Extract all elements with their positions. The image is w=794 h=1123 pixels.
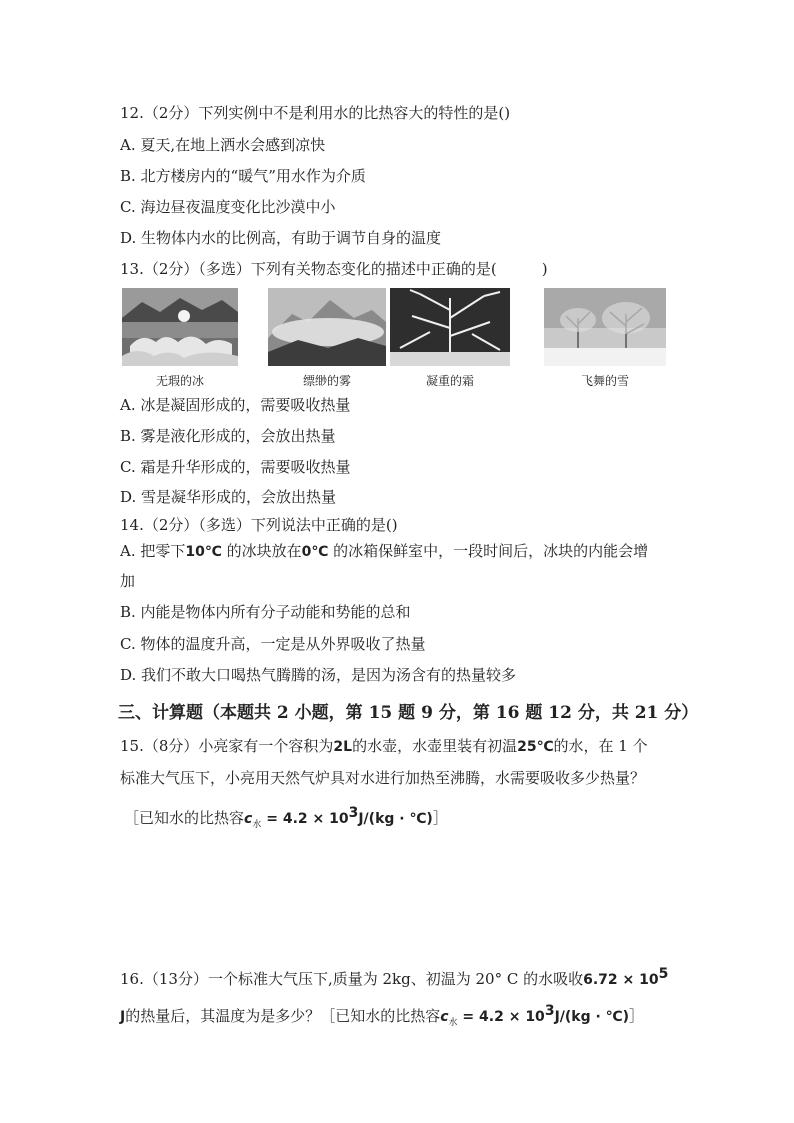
- q12-option-c: C. 海边昼夜温度变化比沙漠中小: [120, 198, 336, 216]
- q13-option-c: C. 霜是升华形成的，需要吸收热量: [120, 458, 351, 476]
- q14-option-b: B. 内能是物体内所有分子动能和势能的总和: [120, 603, 411, 621]
- q14-option-a-post: 的冰箱保鲜室中，一段时间后，冰块的内能会增: [328, 542, 649, 560]
- q15-given-post: ］: [432, 809, 448, 827]
- q16-pre: 16.（13分）一个标准大气压下,质量为 2kg、初温为 20° C 的水吸收: [120, 970, 584, 988]
- caption-frost: 凝重的霜: [425, 374, 474, 388]
- q13-stem: 13.（2分）（多选）下列有关物态变化的描述中正确的是( ): [120, 260, 548, 278]
- q14-option-a: [120, 540, 648, 561]
- q14-temp-2: 0℃: [301, 544, 329, 560]
- q15-mid: 的水壶，水壶里装有初温: [352, 737, 518, 755]
- q14-temp-1: 10℃: [185, 544, 222, 560]
- snow-trees-photo: [544, 288, 666, 366]
- q16-eq: = 4.2 × 10: [457, 1009, 545, 1025]
- q15-line-1: [120, 735, 648, 756]
- q16-heat-exp: 5: [658, 966, 669, 982]
- q15-line-3: [124, 805, 448, 830]
- q16-c: c: [440, 1009, 449, 1025]
- q16-unit-j: J: [120, 1009, 126, 1025]
- q13-option-a: A. 冰是凝固形成的，需要吸收热量: [120, 396, 351, 414]
- q15-exp: 3: [348, 805, 359, 821]
- q14-option-c: C. 物体的温度升高，一定是从外界吸收了热量: [120, 635, 426, 653]
- q14-option-a-mid: 的冰块放在: [221, 542, 302, 560]
- q13-option-b: B. 雾是液化形成的，会放出热量: [120, 427, 336, 445]
- q12-stem: 12.（2分）下列实例中不是利用水的比热容大的特性的是(): [120, 104, 511, 122]
- q15-c-sub: 水: [252, 820, 262, 830]
- mist-mountain-photo: [268, 288, 386, 366]
- q16-post: ］: [629, 1007, 645, 1025]
- q16-exp: 3: [544, 1003, 555, 1019]
- caption-ice: 无瑕的冰: [155, 374, 204, 388]
- q14-stem: 14.（2分）（多选）下列说法中正确的是(): [120, 516, 398, 534]
- q15-volume: 2L: [333, 739, 353, 755]
- q15-given-pre: ［已知水的比热容: [124, 809, 245, 827]
- ice-lake-photo: [122, 288, 238, 366]
- q15-c: c: [244, 811, 253, 827]
- q15-unit: J/(kg · ℃): [358, 811, 433, 827]
- q16-line-2: [120, 1003, 644, 1028]
- q16-heat: 6.72 × 10: [583, 972, 659, 988]
- q12-option-d: D. 生物体内水的比例高，有助于调节自身的温度: [120, 229, 442, 247]
- q15-pre: 15.（8分）小亮家有一个容积为: [120, 737, 334, 755]
- q15-eq: = 4.2 × 10: [261, 811, 349, 827]
- q12-option-a: A. 夏天,在地上洒水会感到凉快: [120, 136, 326, 154]
- q16-mid: 的热量后，其温度为是多少？［已知水的比热容: [125, 1007, 441, 1025]
- section-3-heading: 三、计算题（本题共 2 小题，第 15 题 9 分，第 16 题 12 分，共 21 分）: [118, 703, 699, 723]
- q14-option-a-pre: A. 把零下: [120, 542, 186, 560]
- q12-option-b: B. 北方楼房内的“暖气”用水作为介质: [120, 167, 366, 185]
- q15-temp: 25℃: [517, 739, 554, 755]
- q15-post: 的水，在 1 个: [553, 737, 648, 755]
- caption-mist: 缥缈的雾: [302, 374, 351, 388]
- q14-option-d: D. 我们不敢大口喝热气腾腾的汤，是因为汤含有的热量较多: [120, 666, 517, 684]
- frost-tree-photo: [390, 288, 510, 366]
- caption-snow: 飞舞的雪: [580, 374, 629, 388]
- q13-option-d: D. 雪是凝华形成的，会放出热量: [120, 488, 337, 506]
- q16-unit: J/(kg · ℃): [554, 1009, 630, 1025]
- q14-option-a-continued: 加: [120, 572, 136, 590]
- q15-line-2: 标准大气压下，小亮用天然气炉具对水进行加热至沸腾，水需要吸收多少热量？: [120, 769, 646, 787]
- q16-c-sub: 水: [448, 1018, 458, 1028]
- q16-line-1: [120, 966, 668, 989]
